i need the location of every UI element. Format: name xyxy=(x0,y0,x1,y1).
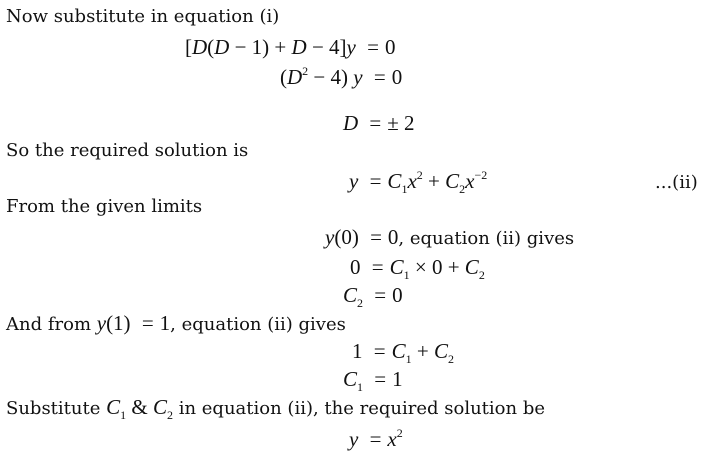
substitute-text: Substitute $C_1$ & $C_2$ in equation (ii), the required solution be xyxy=(6,395,545,422)
equation-operator-form: [D(D − 1) + D − 4]y = 0 xyxy=(185,35,396,59)
equation-c1-value: $C_1 = 1$ xyxy=(343,367,403,394)
equation-y1-substituted: $1 = C_1 + C_2$ xyxy=(352,339,454,366)
equation-y0-substituted: $0 = C_1 \times 0 + C_2$ xyxy=(350,255,485,282)
equation-c2-value: $C_2 = 0$ xyxy=(343,283,403,310)
condition-y1-text: And from y(1) = 1, equation (ii) gives xyxy=(6,311,346,335)
equation-reference: ...(ii) xyxy=(655,172,698,193)
condition-y0: y(0) = 0, equation (ii) gives xyxy=(325,225,575,249)
intro-text: Now substitute in equation (i) xyxy=(6,6,280,27)
solution-intro-text: So the required solution is xyxy=(6,140,249,161)
equation-general-solution: $y = C_1x^2 + C_2x^{-2}$ xyxy=(349,168,488,196)
equation-simplified: $(D^2 - 4) y = 0$ xyxy=(280,64,403,89)
limits-intro-text: From the given limits xyxy=(6,196,203,217)
equation-final-solution: $y = x^2$ xyxy=(349,426,403,451)
equation-roots: D = ± 2 xyxy=(343,111,415,135)
